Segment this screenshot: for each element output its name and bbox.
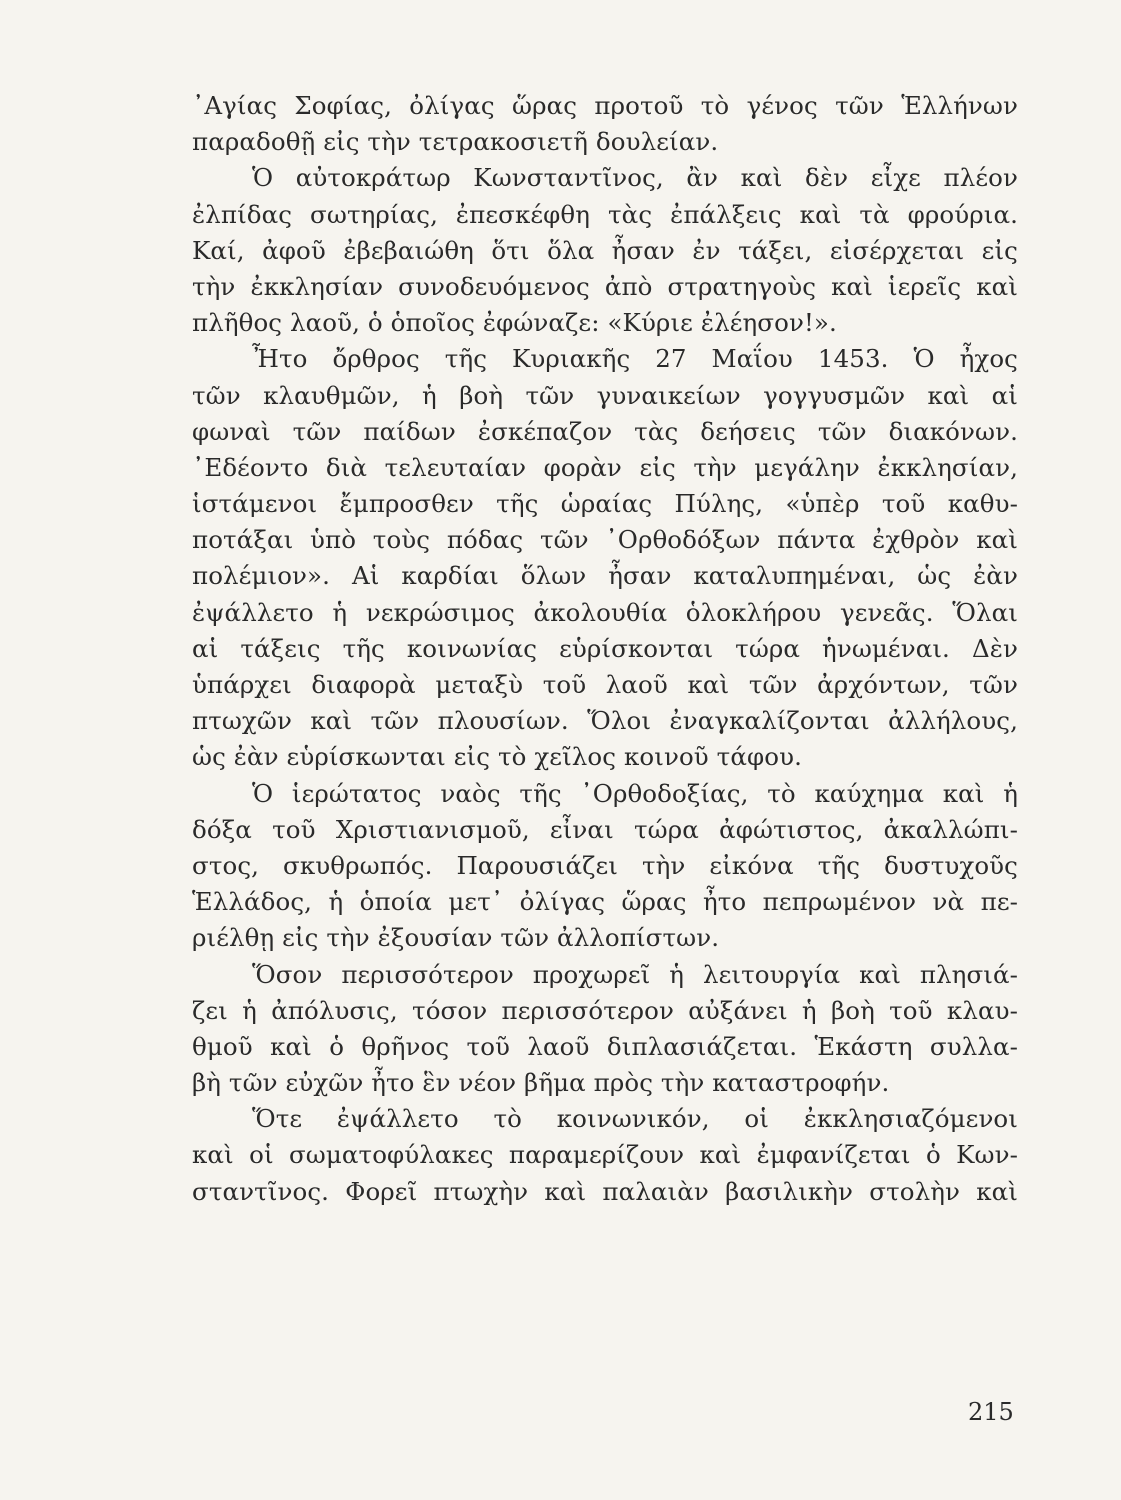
text-line: πλῆθος λαοῦ, ὁ ὁποῖος ἐφώναζε: «Κύριε ἐλέησον!».: [192, 308, 837, 338]
text-line: δόξα τοῦ Χριστιανισμοῦ, εἶναι τώρα ἀφώτιστος, ἀκαλλώπι-: [192, 814, 1018, 844]
text-line: Ἑλλάδος, ἡ ὁποία μετ᾿ ὀλίγας ὥρας ἦτο πεπρωμένον νὰ πε-: [192, 887, 1018, 917]
text-line: ᾿Εδέοντο διὰ τελευταίαν φορὰν εἰς τὴν μεγάλην ἐκκλησίαν,: [192, 452, 1018, 482]
text-line: ὑπάρχει διαφορὰ μεταξὺ τοῦ λαοῦ καὶ τῶν ἀρχόντων, τῶν: [192, 670, 1018, 699]
text-line: θμοῦ καὶ ὁ θρῆνος τοῦ λαοῦ διπλασιάζεται. Ἑκάστη συλλα-: [192, 1031, 1018, 1061]
page-number: 215: [968, 1398, 1014, 1426]
text-line: ἐλπίδας σωτηρίας, ἐπεσκέφθη τὰς ἐπάλξεις καὶ τὰ φρούρια.: [192, 199, 1018, 229]
text-line: καὶ οἱ σωματοφύλακες παραμερίζουν καὶ ἐμφανίζεται ὁ Κων-: [192, 1140, 1018, 1170]
text-line: ἱστάμενοι ἔμπροσθεν τῆς ὡραίας Πύλης, «ὑπὲρ τοῦ καθυ-: [192, 489, 1018, 519]
text-line: Ὁ ἱερώτατος ναὸς τῆς ᾿Ορθοδοξίας, τὸ καύχημα καὶ ἡ: [252, 778, 1018, 808]
text-line: τῶν κλαυθμῶν, ἡ βοὴ τῶν γυναικείων γογγυσμῶν καὶ αἱ: [192, 380, 1018, 410]
text-line: Ὁ αὐτοκράτωρ Κωνσταντῖνος, ἂν καὶ δὲν εἶχε πλέον: [252, 163, 1018, 193]
text-line: αἱ τάξεις τῆς κοινωνίας εὑρίσκονται τώρα ἡνωμέναι. Δὲν: [192, 633, 1018, 663]
text-line: ζει ἡ ἀπόλυσις, τόσον περισσότερον αὐξάνει ἡ βοὴ τοῦ κλαυ-: [192, 995, 1018, 1025]
text-line: ὡς ἐὰν εὑρίσκωνται εἰς τὸ χεῖλος κοινοῦ τάφου.: [192, 742, 802, 772]
text-line: παραδοθῇ εἰς τὴν τετρακοσιετῆ δουλείαν.: [192, 127, 719, 157]
text-line: πολέμιον». Αἱ καρδίαι ὅλων ἦσαν καταλυπημέναι, ὡς ἐὰν: [192, 561, 1018, 591]
text-line: βὴ τῶν εὐχῶν ἦτο ἓν νέον βῆμα πρὸς τὴν καταστροφήν.: [192, 1068, 890, 1098]
text-line: Καί, ἀφοῦ ἐβεβαιώθη ὅτι ὅλα ἦσαν ἐν τάξει, εἰσέρχεται εἰς: [192, 235, 1018, 265]
text-line: στος, σκυθρωπός. Παρουσιάζει τὴν εἰκόνα τῆς δυστυχοῦς: [192, 850, 1018, 880]
text-line: πτωχῶν καὶ τῶν πλουσίων. Ὅλοι ἐναγκαλίζονται ἀλλήλους,: [192, 706, 1018, 736]
text-line: Ὅτε ἐψάλλετο τὸ κοινωνικόν, οἱ ἐκκλησιαζόμενοι: [252, 1104, 1018, 1134]
text-line: σταντῖνος. Φορεῖ πτωχὴν καὶ παλαιὰν βασιλικὴν στολὴν καὶ: [192, 1176, 1018, 1206]
text-line: ριέλθῃ εἰς τὴν ἐξουσίαν τῶν ἀλλοπίστων.: [192, 923, 720, 953]
text-line: Ὅσον περισσότερον προχωρεῖ ἡ λειτουργία καὶ πλησιά-: [252, 959, 1018, 989]
text-line: Ἦτο ὄρθρος τῆς Κυριακῆς 27 Μαΐου 1453. Ὁ ἦχος: [252, 344, 1018, 374]
text-line: ᾿Αγίας Σοφίας, ὀλίγας ὥρας προτοῦ τὸ γένος τῶν Ἑλλήνων: [192, 91, 1018, 120]
text-line: τὴν ἐκκλησίαν συνοδευόμενος ἀπὸ στρατηγοὺς καὶ ἱερεῖς καὶ: [192, 271, 1018, 301]
text-line: φωναὶ τῶν παίδων ἐσκέπαζον τὰς δεήσεις τῶν διακόνων.: [192, 416, 1018, 446]
text-line: ποτάξαι ὑπὸ τοὺς πόδας τῶν ᾿Ορθοδόξων πάντα ἐχθρὸν καὶ: [192, 525, 1018, 555]
body-text: [192, 88, 1018, 1210]
text-line: ἐψάλλετο ἡ νεκρώσιμος ἀκολουθία ὁλοκλήρου γενεᾶς. Ὅλαι: [192, 597, 1018, 627]
